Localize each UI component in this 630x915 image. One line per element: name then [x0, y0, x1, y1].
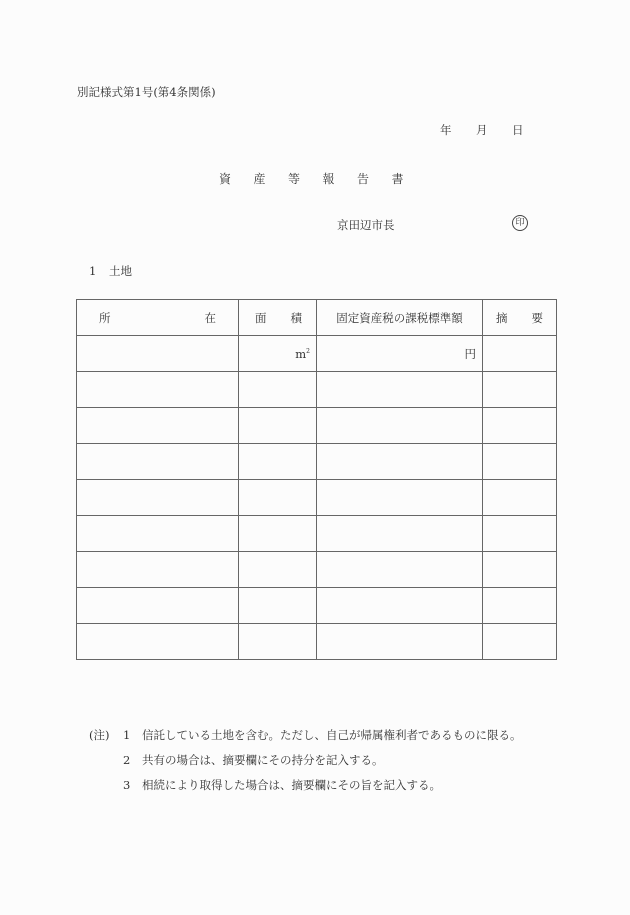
title-char: 告: [357, 172, 370, 186]
note-number: 3: [123, 778, 131, 792]
location-cell[interactable]: [77, 336, 239, 372]
tax-base-cell[interactable]: [317, 588, 483, 624]
table-row: [77, 480, 557, 516]
remarks-cell[interactable]: [483, 588, 557, 624]
note-number: 2: [123, 753, 131, 767]
location-cell[interactable]: [77, 372, 239, 408]
tax-base-cell[interactable]: [317, 372, 483, 408]
section-number: 1: [89, 264, 97, 278]
remarks-cell[interactable]: [483, 624, 557, 660]
location-cell[interactable]: [77, 552, 239, 588]
location-cell[interactable]: [77, 624, 239, 660]
area-cell[interactable]: [239, 624, 317, 660]
note-text: 信託している土地を含む。ただし、自己が帰属権利者であるものに限る。: [142, 728, 522, 742]
date-line: [440, 122, 524, 138]
note-text: 相続により取得した場合は、摘要欄にその旨を記入する。: [142, 778, 441, 792]
area-cell[interactable]: [239, 588, 317, 624]
note-item: [123, 727, 522, 743]
note-number: 1: [123, 728, 131, 742]
month-label: 月: [476, 123, 488, 137]
section-title: 土地: [109, 264, 132, 278]
area-cell[interactable]: [239, 444, 317, 480]
tax-base-cell[interactable]: [317, 480, 483, 516]
tax-base-cell[interactable]: [317, 516, 483, 552]
table-row: [77, 516, 557, 552]
remarks-cell[interactable]: [483, 480, 557, 516]
table-row: [77, 372, 557, 408]
location-cell[interactable]: [77, 516, 239, 552]
remarks-cell[interactable]: [483, 372, 557, 408]
year-label: 年: [440, 123, 452, 137]
land-asset-table: [76, 299, 557, 660]
remarks-cell[interactable]: [483, 336, 557, 372]
area-cell[interactable]: [239, 408, 317, 444]
addressee: 京田辺市長: [337, 218, 395, 232]
column-header-area: 面 積: [239, 300, 317, 336]
area-cell[interactable]: [239, 552, 317, 588]
remarks-cell[interactable]: [483, 516, 557, 552]
seal-mark-icon: 印: [512, 215, 528, 231]
tax-base-cell[interactable]: [317, 408, 483, 444]
location-cell[interactable]: [77, 480, 239, 516]
title-char: 報: [322, 172, 335, 186]
area-cell[interactable]: [239, 336, 317, 372]
remarks-cell[interactable]: [483, 408, 557, 444]
table-row: [77, 444, 557, 480]
tax-base-cell[interactable]: [317, 552, 483, 588]
note-item: [123, 777, 441, 793]
title-char: 資: [219, 172, 232, 186]
tax-base-cell[interactable]: [317, 624, 483, 660]
remarks-cell[interactable]: [483, 552, 557, 588]
table-row: [77, 588, 557, 624]
area-cell[interactable]: [239, 516, 317, 552]
location-cell[interactable]: [77, 408, 239, 444]
tax-base-cell[interactable]: [317, 336, 483, 372]
column-header-tax-base: 固定資産税の課税標準額: [317, 300, 483, 336]
table-row: [77, 624, 557, 660]
location-cell[interactable]: [77, 588, 239, 624]
title-char: 書: [391, 172, 404, 186]
table-row: [77, 552, 557, 588]
yen-unit: 円: [464, 346, 476, 361]
area-unit: m: [295, 346, 307, 361]
area-cell[interactable]: [239, 372, 317, 408]
tax-base-cell[interactable]: [317, 444, 483, 480]
day-label: 日: [512, 123, 524, 137]
document-title: [219, 170, 426, 187]
column-header-location: 所 在: [77, 300, 239, 336]
location-cell[interactable]: [77, 444, 239, 480]
area-unit-exponent: 2: [306, 347, 310, 355]
title-char: 産: [253, 172, 266, 186]
table-row: [77, 336, 557, 372]
area-cell[interactable]: [239, 480, 317, 516]
table-header-row: [77, 300, 557, 336]
note-text: 共有の場合は、摘要欄にその持分を記入する。: [142, 753, 384, 767]
column-header-remarks: 摘 要: [483, 300, 557, 336]
form-number: 別記様式第1号(第4条関係): [77, 85, 216, 99]
section-heading: [89, 263, 132, 279]
remarks-cell[interactable]: [483, 444, 557, 480]
notes-label: (注): [89, 728, 110, 742]
title-char: 等: [288, 172, 301, 186]
note-item: [123, 752, 384, 768]
table-row: [77, 408, 557, 444]
